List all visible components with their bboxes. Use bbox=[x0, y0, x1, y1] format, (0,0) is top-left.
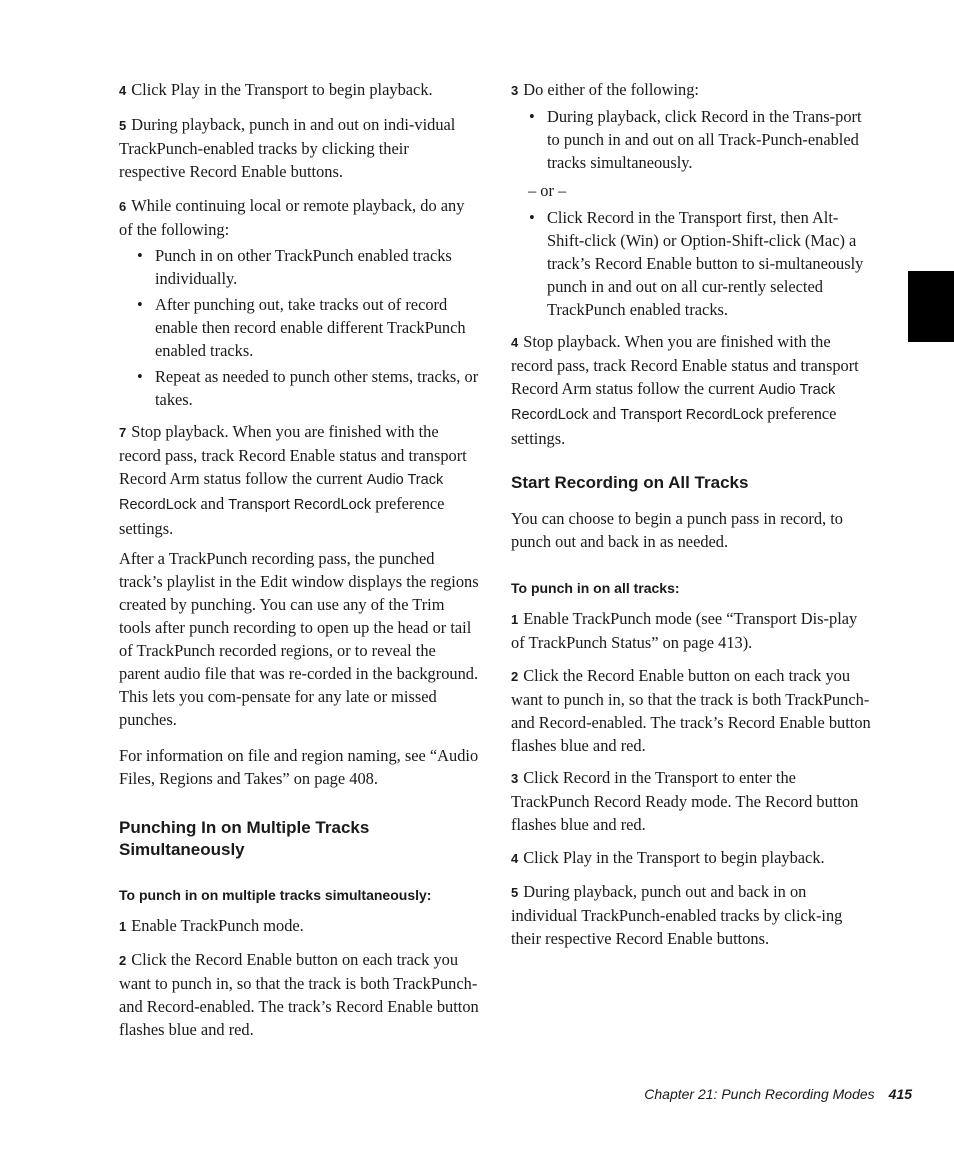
step-5: 5 During playback, punch in and out on indi-vidual TrackPunch-enabled tracks by clicking their respective Record Enable buttons. bbox=[119, 115, 456, 181]
step-2: 2 Click the Record Enable button on each track you want to punch in, so that the track is both TrackPunch- and Record-enabled. The track’s Record Enable button flashes blue and red. bbox=[119, 950, 479, 1039]
step-2: 2 Click the Record Enable button on each track you want to punch in, so that the track is both TrackPunch- and Record-enabled. The track’s Record Enable button flashes blue and red. bbox=[511, 666, 871, 755]
section-heading: Punching In on Multiple Tracks Simultaneously bbox=[119, 818, 370, 859]
right-column bbox=[511, 78, 871, 948]
step-3-options bbox=[511, 206, 871, 321]
procedure-heading: To punch in on all tracks: bbox=[511, 580, 680, 596]
list-item: • After punching out, take tracks out of record enable then record enable different TrackPunch enabled tracks. bbox=[137, 295, 466, 360]
chapter-thumb-tab bbox=[908, 271, 954, 342]
step-4: 4 Click Play in the Transport to begin playback. bbox=[119, 80, 433, 99]
list-item: • During playback, click Record in the Trans-port to punch in and out on all Track-Punch-enabled tracks simultaneously. bbox=[529, 107, 862, 172]
chapter-title: Chapter 21: Punch Recording Modes bbox=[644, 1086, 875, 1102]
step-3-options bbox=[511, 105, 871, 174]
procedure-heading: To punch in on multiple tracks simultaneously: bbox=[119, 887, 432, 903]
preference-name: Transport RecordLock bbox=[620, 407, 764, 423]
preference-name: Audio Track RecordLock bbox=[511, 382, 836, 423]
list-item: • Punch in on other TrackPunch enabled tracks individually. bbox=[137, 246, 452, 288]
or-separator: – or – bbox=[528, 181, 567, 200]
preference-name: Transport RecordLock bbox=[228, 497, 372, 513]
step-4: 4 Stop playback. When you are finished with the record pass, track Record Enable status and transport Record Arm status follow the current Audio Track RecordLock and Transport RecordLock preference settings. bbox=[511, 332, 859, 448]
body-paragraph: You can choose to begin a punch pass in record, to punch out and back in as needed. bbox=[511, 509, 843, 551]
left-column bbox=[119, 78, 479, 1039]
body-paragraph: After a TrackPunch recording pass, the punched track’s playlist in the Edit window displays the regions created by punching. You can use any of the Trim tools after punch recording to open up the head or tail of TrackPunch recorded regions, or to reveal the parent audio file that was re-corded in the background. This lets you com-pensate for any late or missed punches. bbox=[119, 549, 479, 729]
step-6: 6 While continuing local or remote playback, do any of the following: bbox=[119, 196, 465, 239]
body-paragraph: For information on file and region naming, see “Audio Files, Regions and Takes” on page 408. bbox=[119, 746, 479, 788]
step-1: 1 Enable TrackPunch mode. bbox=[119, 916, 304, 935]
step-3: 3 Do either of the following: bbox=[511, 80, 699, 99]
list-item: • Repeat as needed to punch other stems, tracks, or takes. bbox=[137, 367, 479, 409]
step-4: 4 Click Play in the Transport to begin playback. bbox=[511, 848, 825, 867]
list-item: • Click Record in the Transport first, then Alt-Shift-click (Win) or Option-Shift-click (Mac) a track’s Record Enable button to si-multaneously punch in and out on all cur-rently selected TrackPunch enabled tracks. bbox=[529, 208, 864, 319]
page-number: 415 bbox=[888, 1086, 912, 1102]
step-3: 3 Click Record in the Transport to enter the TrackPunch Record Ready mode. The Record button flashes blue and red. bbox=[511, 768, 859, 834]
preference-name: Audio Track RecordLock bbox=[119, 472, 444, 513]
step-5: 5 During playback, punch out and back in on individual TrackPunch-enabled tracks by click-ing their respective Record Enable buttons. bbox=[511, 882, 843, 948]
page-footer bbox=[644, 1086, 912, 1102]
step-6-options bbox=[119, 244, 479, 411]
section-heading: Start Recording on All Tracks bbox=[511, 473, 749, 492]
step-7: 7 Stop playback. When you are finished with the record pass, track Record Enable status and transport Record Arm status follow the current Audio Track RecordLock and Transport RecordLock preference settings. bbox=[119, 422, 467, 538]
step-1: 1 Enable TrackPunch mode (see “Transport Dis-play of TrackPunch Status” on page 413). bbox=[511, 609, 858, 652]
